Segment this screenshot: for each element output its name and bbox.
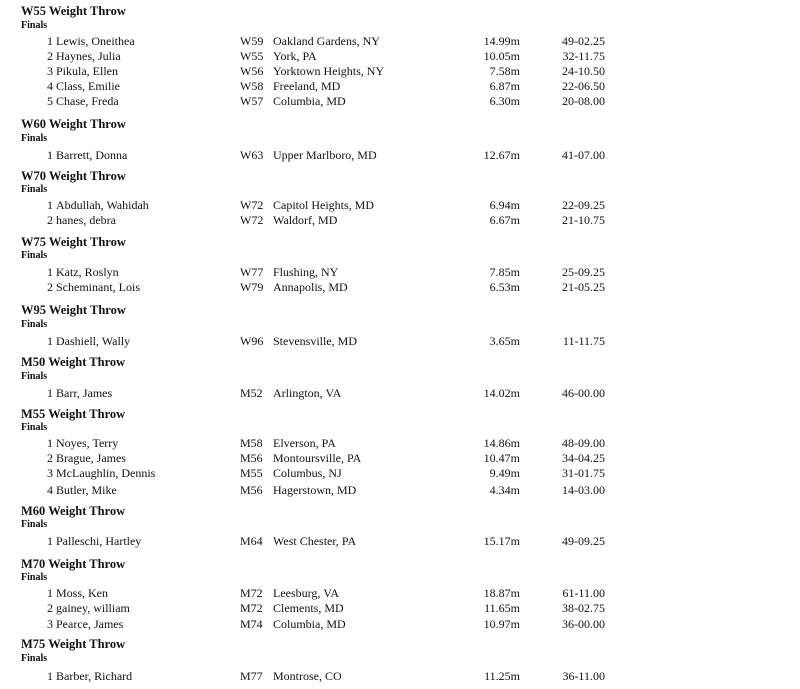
finals-label: Finals <box>21 184 48 195</box>
athlete-hometown: Columbia, MD <box>273 94 346 108</box>
athlete-name: Lewis, Oneithea <box>56 34 135 48</box>
result-place: 1 <box>47 586 53 600</box>
athlete-name: Scheminant, Lois <box>56 280 140 294</box>
finals-label: Finals <box>21 653 48 664</box>
mark-metric: 18.87m <box>483 586 520 600</box>
age-division: M74 <box>240 617 263 631</box>
athlete-name: gainey, william <box>56 601 130 615</box>
mark-english: 22-06.50 <box>562 79 605 93</box>
athlete-name: Barrett, Donna <box>56 148 128 162</box>
mark-metric: 14.99m <box>483 34 520 48</box>
mark-metric: 7.85m <box>489 265 520 279</box>
athlete-hometown: Montrose, CO <box>273 669 342 683</box>
age-division: M55 <box>240 466 263 480</box>
age-division: M56 <box>240 483 263 497</box>
finals-label: Finals <box>21 319 48 330</box>
athlete-name: Brague, James <box>56 451 126 465</box>
mark-metric: 11.65m <box>484 601 520 615</box>
mark-metric: 6.53m <box>489 280 520 294</box>
mark-metric: 6.67m <box>489 213 520 227</box>
athlete-hometown: Stevensville, MD <box>273 334 357 348</box>
mark-english: 41-07.00 <box>562 148 605 162</box>
finals-label: Finals <box>21 20 48 31</box>
athlete-hometown: Leesburg, VA <box>273 586 339 600</box>
mark-metric: 4.34m <box>489 483 520 497</box>
result-place: 2 <box>47 213 53 227</box>
mark-metric: 6.87m <box>489 79 520 93</box>
age-division: W72 <box>240 198 264 212</box>
athlete-hometown: Columbus, NJ <box>273 466 342 480</box>
age-division: W96 <box>240 334 264 348</box>
athlete-name: McLaughlin, Dennis <box>56 466 156 480</box>
age-division: M72 <box>240 601 263 615</box>
event-title: M55 Weight Throw <box>21 407 126 421</box>
age-division: M77 <box>240 669 263 683</box>
age-division: W56 <box>240 64 264 78</box>
athlete-name: Dashiell, Wally <box>56 334 131 348</box>
mark-english: 48-09.00 <box>562 436 605 450</box>
finals-label: Finals <box>21 422 48 433</box>
athlete-name: Butler, Mike <box>56 483 117 497</box>
event-title: M50 Weight Throw <box>21 355 126 369</box>
finals-label: Finals <box>21 250 48 261</box>
age-division: M56 <box>240 451 263 465</box>
athlete-name: hanes, debra <box>56 213 116 227</box>
mark-metric: 10.05m <box>483 49 520 63</box>
athlete-hometown: Oakland Gardens, NY <box>273 34 380 48</box>
age-division: W55 <box>240 49 264 63</box>
finals-label: Finals <box>21 519 48 530</box>
athlete-name: Palleschi, Hartley <box>56 534 142 548</box>
age-division: W59 <box>240 34 264 48</box>
result-place: 3 <box>47 617 53 631</box>
athlete-hometown: West Chester, PA <box>273 534 357 548</box>
athlete-hometown: Yorktown Heights, NY <box>273 64 385 78</box>
result-place: 1 <box>47 334 53 348</box>
athlete-name: Barr, James <box>56 386 113 400</box>
athlete-hometown: Capitol Heights, MD <box>273 198 374 212</box>
event-title: W70 Weight Throw <box>21 169 126 183</box>
result-place: 2 <box>47 601 53 615</box>
event-title: W55 Weight Throw <box>21 4 126 18</box>
mark-english: 11-11.75 <box>562 334 605 348</box>
mark-metric: 9.49m <box>489 466 520 480</box>
athlete-hometown: Montoursville, PA <box>273 451 362 465</box>
mark-metric: 3.65m <box>489 334 520 348</box>
age-division: M58 <box>240 436 263 450</box>
athlete-hometown: Annapolis, MD <box>273 280 348 294</box>
result-place: 1 <box>47 436 53 450</box>
athlete-hometown: Freeland, MD <box>273 79 341 93</box>
result-place: 3 <box>47 64 53 78</box>
result-place: 2 <box>47 280 53 294</box>
mark-english: 36-11.00 <box>562 669 605 683</box>
mark-english: 22-09.25 <box>562 198 605 212</box>
event-title: W60 Weight Throw <box>21 117 126 131</box>
athlete-hometown: Columbia, MD <box>273 617 346 631</box>
athlete-hometown: Elverson, PA <box>273 436 336 450</box>
mark-english: 49-02.25 <box>562 34 605 48</box>
mark-metric: 15.17m <box>483 534 520 548</box>
athlete-name: Barber, Richard <box>56 669 133 683</box>
mark-english: 25-09.25 <box>562 265 605 279</box>
mark-english: 21-10.75 <box>562 213 605 227</box>
mark-english: 24-10.50 <box>562 64 605 78</box>
age-division: W57 <box>240 94 264 108</box>
mark-english: 49-09.25 <box>562 534 605 548</box>
result-place: 4 <box>47 79 53 93</box>
mark-english: 32-11.75 <box>562 49 605 63</box>
mark-metric: 7.58m <box>489 64 520 78</box>
mark-metric: 14.86m <box>483 436 520 450</box>
result-place: 1 <box>47 198 53 212</box>
athlete-name: Abdullah, Wahidah <box>56 198 149 212</box>
mark-metric: 12.67m <box>483 148 520 162</box>
athlete-name: Noyes, Terry <box>56 436 119 450</box>
result-place: 1 <box>47 669 53 683</box>
athlete-hometown: Waldorf, MD <box>273 213 338 227</box>
result-place: 2 <box>47 451 53 465</box>
mark-english: 34-04.25 <box>562 451 605 465</box>
mark-english: 46-00.00 <box>562 386 605 400</box>
result-place: 1 <box>47 34 53 48</box>
event-title: M75 Weight Throw <box>21 637 126 651</box>
result-place: 4 <box>47 483 53 497</box>
age-division: W79 <box>240 280 264 294</box>
age-division: M64 <box>240 534 263 548</box>
athlete-name: Chase, Freda <box>56 94 119 108</box>
athlete-hometown: York, PA <box>273 49 317 63</box>
athlete-hometown: Hagerstown, MD <box>273 483 357 497</box>
age-division: M52 <box>240 386 263 400</box>
mark-english: 61-11.00 <box>562 586 605 600</box>
mark-english: 20-08.00 <box>562 94 605 108</box>
event-title: W75 Weight Throw <box>21 235 126 249</box>
event-title: M60 Weight Throw <box>21 504 126 518</box>
age-division: W63 <box>240 148 264 162</box>
athlete-name: Katz, Roslyn <box>56 265 119 279</box>
athlete-hometown: Arlington, VA <box>273 386 342 400</box>
athlete-hometown: Flushing, NY <box>273 265 339 279</box>
finals-label: Finals <box>21 133 48 144</box>
athlete-hometown: Upper Marlboro, MD <box>273 148 377 162</box>
mark-english: 31-01.75 <box>562 466 605 480</box>
result-place: 1 <box>47 148 53 162</box>
mark-metric: 14.02m <box>483 386 520 400</box>
finals-label: Finals <box>21 371 48 382</box>
mark-metric: 6.94m <box>489 198 520 212</box>
athlete-name: Pearce, James <box>56 617 124 631</box>
result-place: 2 <box>47 49 53 63</box>
athlete-hometown: Clements, MD <box>273 601 344 615</box>
mark-english: 38-02.75 <box>562 601 605 615</box>
age-division: W58 <box>240 79 264 93</box>
mark-metric: 11.25m <box>484 669 520 683</box>
age-division: W72 <box>240 213 264 227</box>
athlete-name: Pikula, Ellen <box>56 64 118 78</box>
event-title: W95 Weight Throw <box>21 303 126 317</box>
mark-english: 36-00.00 <box>562 617 605 631</box>
mark-english: 21-05.25 <box>562 280 605 294</box>
event-title: M70 Weight Throw <box>21 557 126 571</box>
age-division: M72 <box>240 586 263 600</box>
age-division: W77 <box>240 265 264 279</box>
result-place: 1 <box>47 265 53 279</box>
mark-metric: 6.30m <box>489 94 520 108</box>
athlete-name: Haynes, Julia <box>56 49 121 63</box>
result-place: 5 <box>47 94 53 108</box>
mark-english: 14-03.00 <box>562 483 605 497</box>
athlete-name: Moss, Ken <box>56 586 109 600</box>
mark-metric: 10.97m <box>483 617 520 631</box>
finals-label: Finals <box>21 572 48 583</box>
athlete-name: Class, Emilie <box>56 79 120 93</box>
result-place: 1 <box>47 534 53 548</box>
result-place: 3 <box>47 466 53 480</box>
result-place: 1 <box>47 386 53 400</box>
mark-metric: 10.47m <box>483 451 520 465</box>
